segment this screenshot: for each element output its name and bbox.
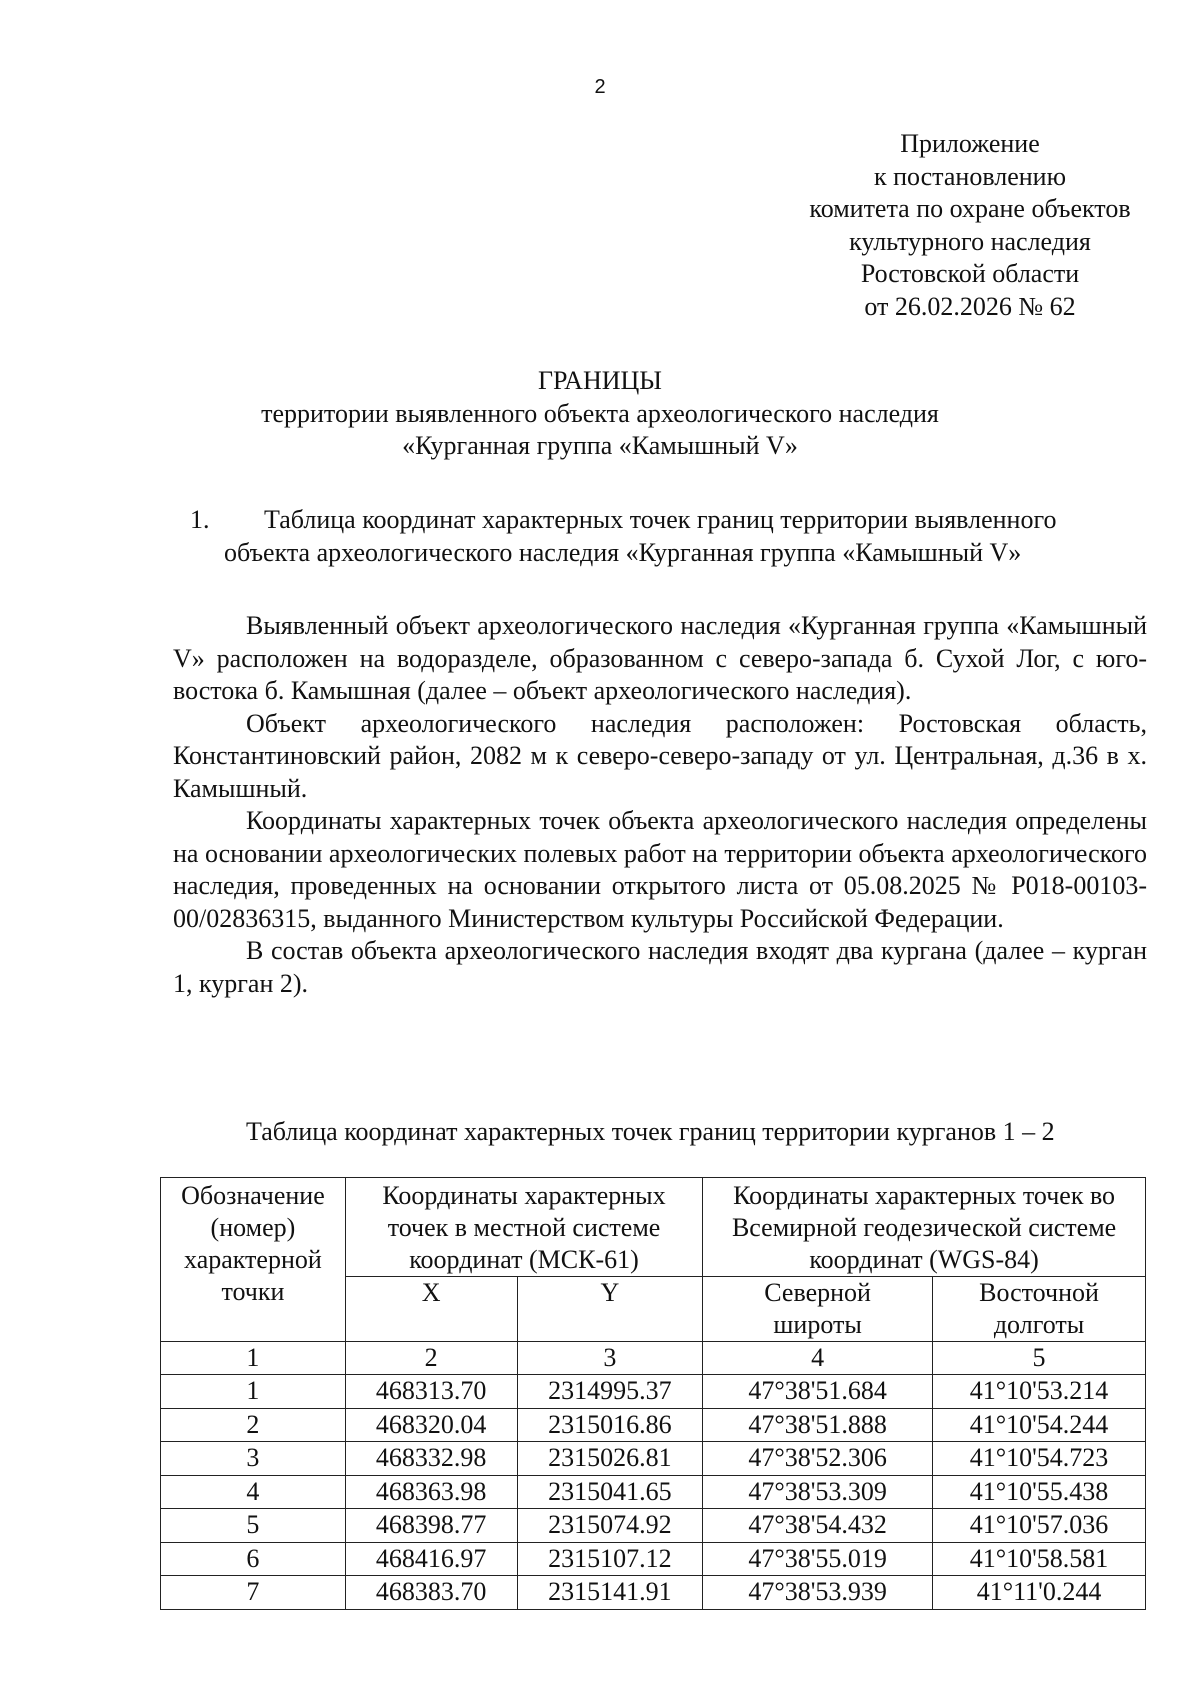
paragraph: Координаты характерных точек объекта археологического наследия определены на основании археологических полевых работ на территории объекта археологического наследия, проведенных на основании открытого листа от 05.08.2025 № Р018-00103-00/02836315, выданного Министерством культуры Российской Федерации. bbox=[173, 806, 1147, 933]
cell-y: 2314995.37 bbox=[517, 1375, 703, 1409]
cell-x: 468383.70 bbox=[345, 1576, 517, 1610]
cell-lat: 47°38'51.684 bbox=[703, 1375, 933, 1409]
paragraph: Выявленный объект археологического наследия «Курганная группа «Камышный V» расположен на водоразделе, образованном с северо-запада б. Сухой Лог, с юго-востока б. Камышная (далее – объект археологического наследия). bbox=[173, 611, 1147, 705]
body-text bbox=[173, 610, 1147, 1000]
cell-x: 468363.98 bbox=[345, 1475, 517, 1509]
cell-lon: 41°10'57.036 bbox=[933, 1509, 1146, 1543]
column-number: 2 bbox=[345, 1342, 517, 1375]
column-number: 5 bbox=[933, 1342, 1146, 1375]
column-number: 1 bbox=[161, 1342, 346, 1375]
coordinates-table bbox=[160, 1177, 1146, 1610]
document-title bbox=[0, 365, 1200, 463]
section-title-line: Таблица координат характерных точек границ территории выявленного bbox=[264, 505, 1057, 534]
cell-y: 2315016.86 bbox=[517, 1408, 703, 1442]
appendix-line: к постановлению bbox=[873, 161, 1067, 191]
header-lon: Восточной долготы bbox=[933, 1277, 1146, 1342]
cell-y: 2315074.92 bbox=[517, 1509, 703, 1543]
column-number: 4 bbox=[703, 1342, 933, 1375]
appendix-line: Приложение bbox=[900, 129, 1040, 158]
cell-y: 2315141.91 bbox=[517, 1576, 703, 1610]
cell-y: 2315026.81 bbox=[517, 1442, 703, 1476]
cell-x: 468313.70 bbox=[345, 1375, 517, 1409]
cell-x: 468416.97 bbox=[345, 1542, 517, 1576]
appendix-line: Ростовской области bbox=[860, 259, 1080, 288]
cell-lat: 47°38'53.939 bbox=[703, 1576, 933, 1610]
cell-x: 468320.04 bbox=[345, 1408, 517, 1442]
table-row bbox=[161, 1375, 1146, 1409]
cell-point: 4 bbox=[161, 1475, 346, 1509]
header-y: Y bbox=[517, 1277, 703, 1342]
cell-point: 2 bbox=[161, 1408, 346, 1442]
cell-lat: 47°38'51.888 bbox=[703, 1408, 933, 1442]
cell-lon: 41°10'54.723 bbox=[933, 1442, 1146, 1476]
paragraph: Объект археологического наследия расположен: Ростовская область, Константиновский район, 2082 м к северо-северо-западу от ул. Центральная, д.36 в х. Камышный. bbox=[173, 708, 1147, 803]
cell-lon: 41°10'55.438 bbox=[933, 1475, 1146, 1509]
section-title-line: объекта археологического наследия «Курганная группа «Камышный V» bbox=[224, 537, 1022, 567]
cell-x: 468398.77 bbox=[345, 1509, 517, 1543]
cell-lat: 47°38'55.019 bbox=[703, 1542, 933, 1576]
cell-lat: 47°38'52.306 bbox=[703, 1442, 933, 1476]
cell-lon: 41°10'58.581 bbox=[933, 1542, 1146, 1576]
appendix-lines bbox=[730, 128, 1200, 323]
table-caption: Таблица координат характерных точек границ территории курганов 1 – 2 bbox=[246, 1117, 1055, 1146]
appendix-line: комитета по охране объектов bbox=[809, 194, 1131, 223]
cell-y: 2315107.12 bbox=[517, 1542, 703, 1576]
title-line: территории выявленного объекта археологического наследия bbox=[261, 398, 939, 428]
appendix-line: культурного наследия bbox=[849, 226, 1091, 256]
cell-point: 1 bbox=[161, 1375, 346, 1409]
cell-lon: 41°11'0.244 bbox=[933, 1576, 1146, 1610]
title-line: «Курганная группа «Камышный V» bbox=[402, 431, 798, 460]
cell-lat: 47°38'54.432 bbox=[703, 1509, 933, 1543]
cell-point: 5 bbox=[161, 1509, 346, 1543]
title-heading: ГРАНИЦЫ bbox=[538, 366, 662, 395]
cell-lat: 47°38'53.309 bbox=[703, 1475, 933, 1509]
header-lat: Северной широты bbox=[703, 1277, 933, 1342]
cell-lon: 41°10'54.244 bbox=[933, 1408, 1146, 1442]
header-local-system: Координаты характерных точек в местной системе координат (МСК-61) bbox=[345, 1178, 702, 1277]
table-row bbox=[161, 1408, 1146, 1442]
cell-x: 468332.98 bbox=[345, 1442, 517, 1476]
section-number: 1. bbox=[190, 505, 210, 534]
cell-point: 7 bbox=[161, 1576, 346, 1610]
page-number: 2 bbox=[594, 76, 606, 98]
table-row bbox=[161, 1509, 1146, 1543]
table-row bbox=[161, 1442, 1146, 1476]
cell-point: 6 bbox=[161, 1542, 346, 1576]
header-x: X bbox=[345, 1277, 517, 1342]
cell-y: 2315041.65 bbox=[517, 1475, 703, 1509]
appendix-line: от 26.02.2026 № 62 bbox=[864, 291, 1076, 321]
table-row bbox=[161, 1542, 1146, 1576]
table-row bbox=[161, 1576, 1146, 1610]
header-designation: Обозначение (номер) характерной точки bbox=[161, 1178, 346, 1342]
cell-point: 3 bbox=[161, 1442, 346, 1476]
paragraph: В состав объекта археологического наследия входят два кургана (далее – курган 1, курган 2). bbox=[173, 936, 1147, 998]
column-number: 3 bbox=[517, 1342, 703, 1375]
header-wgs-system: Координаты характерных точек во Всемирной геодезической системе координат (WGS-84) bbox=[703, 1178, 1146, 1277]
table-row bbox=[161, 1475, 1146, 1509]
cell-lon: 41°10'53.214 bbox=[933, 1375, 1146, 1409]
